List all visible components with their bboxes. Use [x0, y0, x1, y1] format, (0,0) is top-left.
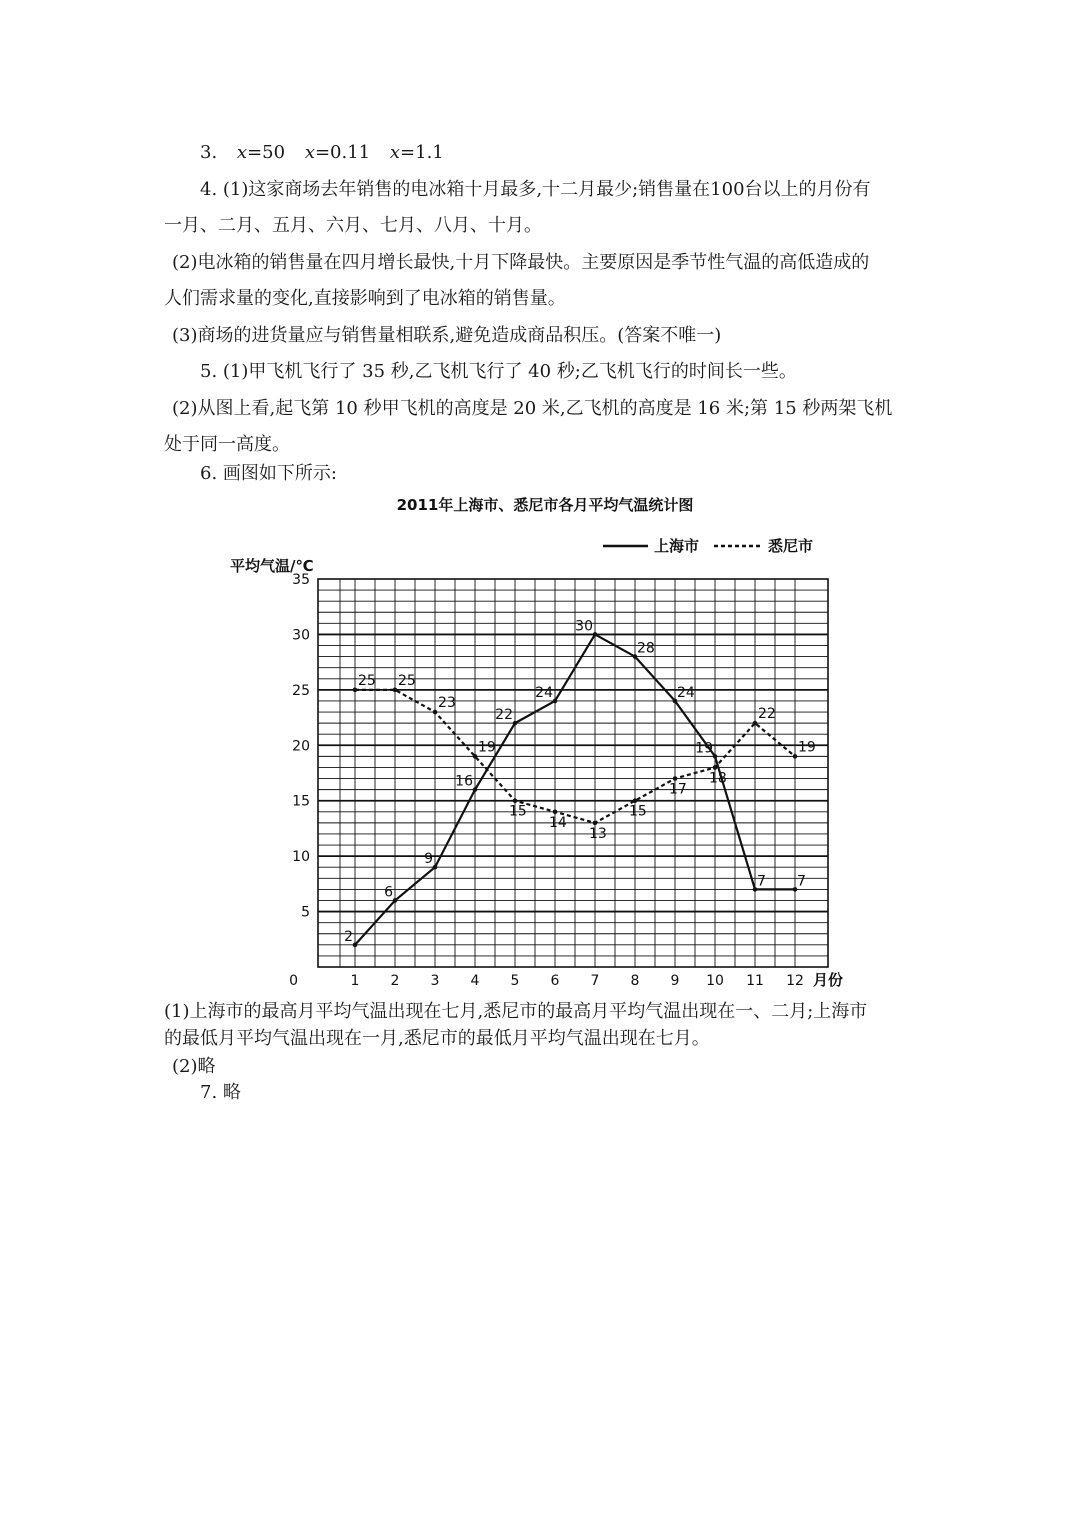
point-sydney	[633, 798, 638, 803]
chart-grid	[318, 579, 828, 967]
data-label-shanghai: 2	[344, 928, 353, 945]
data-label-shanghai: 28	[637, 640, 655, 657]
x-tick-label: 9	[670, 973, 680, 989]
y-tick-label: 30	[292, 627, 310, 644]
answer-7: 7. 略	[200, 1082, 241, 1103]
y-tick-label: 20	[292, 738, 310, 755]
data-label-shanghai: 9	[424, 851, 433, 868]
data-label-shanghai: 7	[757, 873, 766, 890]
point-sydney	[753, 721, 758, 726]
point-sydney	[433, 710, 438, 715]
answer-4-part3: (3)商场的进货量应与销售量相联系,避免造成商品积压。(答案不唯一)	[172, 325, 722, 346]
point-sydney	[593, 821, 598, 826]
data-label-sydney: 25	[358, 672, 376, 689]
data-label-sydney: 14	[549, 814, 567, 831]
y-tick-label: 10	[292, 849, 310, 866]
x-tick-label: 12	[786, 973, 804, 989]
data-label-sydney: 15	[629, 803, 647, 820]
point-sydney	[393, 688, 398, 693]
x-tick-label: 11	[746, 973, 764, 989]
x-tick-label: 3	[430, 973, 440, 989]
data-label-shanghai: 16	[455, 773, 473, 790]
data-label-shanghai: 24	[535, 684, 553, 701]
data-label-sydney: 23	[438, 695, 456, 712]
data-label-sydney: 18	[709, 770, 727, 787]
data-label-sydney: 15	[509, 803, 527, 820]
temperature-chart	[220, 488, 870, 1000]
answer-6-intro: 6. 画图如下所示:	[200, 463, 337, 484]
answer-4-part1-line2: 一月、二月、五月、六月、七月、八月、十月。	[164, 215, 542, 236]
point-sydney	[553, 810, 558, 815]
x-tick-label: 5	[510, 973, 520, 989]
x-tick-label: 4	[470, 973, 480, 989]
point-shanghai	[473, 787, 478, 792]
plot-frame	[318, 579, 828, 967]
answer-6-part1-line2: 的最低月平均气温出现在一月,悉尼市的最低月平均气温出现在七月。	[164, 1028, 710, 1049]
x-tick-label: 6	[550, 973, 560, 989]
x-tick-label: 2	[390, 973, 400, 989]
answer-4-part2-line1: (2)电冰箱的销售量在四月增长最快,十月下降最快。主要原因是季节性气温的高低造成的	[172, 252, 870, 273]
point-shanghai	[593, 632, 598, 637]
point-shanghai	[353, 943, 358, 948]
point-shanghai	[713, 754, 718, 759]
point-sydney	[673, 776, 678, 781]
point-sydney	[793, 754, 798, 759]
x-tick-label: 8	[630, 973, 640, 989]
origin-label: 0	[289, 973, 298, 989]
data-label-shanghai: 6	[384, 884, 393, 901]
answer-5-part2-line1: (2)从图上看,起飞第 10 秒甲飞机的高度是 20 米,乙飞机的高度是 16 米;第 15 秒两架飞机	[172, 398, 893, 419]
legend-label-sydney: 悉尼市	[768, 537, 814, 555]
y-tick-label: 25	[292, 682, 310, 699]
y-axis-title: 平均气温/℃	[230, 557, 314, 575]
answer-5-part2-line2: 处于同一高度。	[164, 434, 290, 455]
legend-label-shanghai: 上海市	[654, 537, 700, 555]
data-label-sydney: 19	[478, 739, 496, 756]
data-label-shanghai: 22	[495, 707, 513, 724]
y-tick-label: 15	[292, 793, 310, 810]
point-shanghai	[513, 721, 518, 726]
answer-6-part2: (2)略	[172, 1056, 216, 1077]
data-label-shanghai: 7	[797, 873, 806, 890]
data-label-sydney: 22	[758, 706, 776, 723]
y-tick-label: 5	[301, 904, 310, 921]
point-sydney	[513, 798, 518, 803]
x-axis-title: 月份	[813, 971, 844, 989]
point-shanghai	[553, 699, 558, 704]
answer-4-part2-line2: 人们需求量的变化,直接影响到了电冰箱的销售量。	[164, 288, 566, 309]
data-label-sydney: 19	[798, 739, 816, 756]
answer-5-part1: 5. (1)甲飞机飞行了 35 秒,乙飞机飞行了 40 秒;乙飞机飞行的时间长一些。	[200, 361, 797, 382]
data-label-shanghai: 30	[575, 618, 593, 635]
y-tick-label: 35	[292, 572, 310, 588]
x-tick-label: 10	[706, 973, 724, 989]
point-shanghai	[393, 898, 398, 903]
point-sydney	[353, 688, 358, 693]
chart-title: 2011年上海市、悉尼市各月平均气温统计图	[396, 496, 694, 514]
data-label-sydney: 25	[398, 672, 416, 689]
chart-legend	[603, 537, 813, 555]
x-tick-label: 1	[350, 973, 360, 989]
answer-6-part1-line1: (1)上海市的最高月平均气温出现在七月,悉尼市的最高月平均气温出现在一、二月;上海市	[164, 1001, 868, 1022]
data-label-shanghai: 24	[677, 684, 695, 701]
x-tick-label: 7	[590, 973, 600, 989]
answer-4-part1-line1: 4. (1)这家商场去年销售的电冰箱十月最多,十二月最少;销售量在100台以上的月份有	[200, 179, 871, 200]
point-shanghai	[433, 865, 438, 870]
point-sydney	[473, 754, 478, 759]
data-label-shanghai: 19	[695, 740, 713, 757]
data-label-sydney: 17	[669, 781, 687, 798]
point-sydney	[713, 765, 718, 770]
answer-3: 3. x=50 x=0.11 x=1.1	[200, 142, 444, 163]
data-label-sydney: 13	[589, 825, 607, 842]
